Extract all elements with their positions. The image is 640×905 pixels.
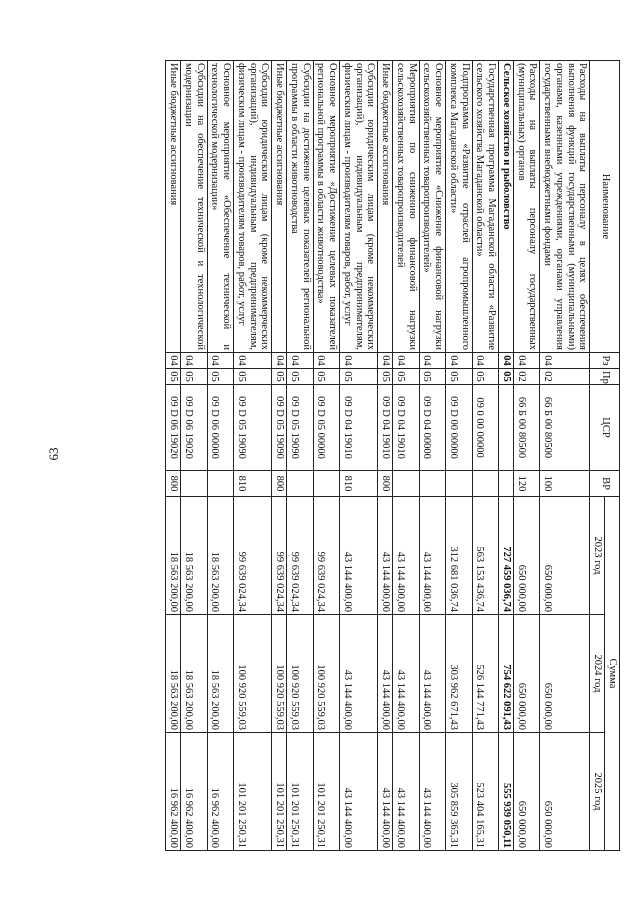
cell-vr: 120: [514, 471, 541, 497]
cell-csr: 09 D 06 19020: [181, 385, 208, 471]
cell-pr: 05: [166, 369, 181, 385]
cell-vr: 100: [540, 471, 590, 497]
cell-2024: 18 563 200,00: [181, 615, 208, 733]
cell-rz: 04: [340, 353, 378, 369]
header-rz: Рз: [590, 353, 620, 369]
cell-2023: 312 681 036,74: [446, 497, 473, 615]
cell-rz: 04: [446, 353, 473, 369]
cell-2023: 43 144 400,00: [340, 497, 378, 615]
cell-vr: 800: [166, 471, 181, 497]
table-row: [472, 61, 499, 851]
table-row: [378, 61, 393, 851]
cell-rz: 04: [313, 353, 340, 369]
cell-2025: 43 144 400,00: [378, 733, 393, 851]
cell-2025: 650 000,00: [514, 733, 541, 851]
cell-rz: 04: [166, 353, 181, 369]
cell-rz: 04: [287, 353, 314, 369]
cell-2025: 16 962 400,00: [166, 733, 181, 851]
cell-csr: 66 Б 00 80500: [540, 385, 590, 471]
cell-2023: 43 144 400,00: [393, 497, 420, 615]
table-row: [419, 61, 446, 851]
cell-2025: 101 201 250,31: [313, 733, 340, 851]
table-row: [181, 61, 208, 851]
cell-csr: 09 D 05 19090: [234, 385, 272, 471]
cell-pr: 05: [472, 369, 499, 385]
header-row-1: [605, 61, 620, 851]
cell-rz: 04: [472, 353, 499, 369]
cell-2023: 650 000,00: [540, 497, 590, 615]
cell-pr: 05: [234, 369, 272, 385]
cell-pr: 05: [313, 369, 340, 385]
cell-pr: 02: [540, 369, 590, 385]
cell-name: Субсидии юридическим лицам (кроме некоммерческих организаций), индивидуальным предпринимателям, физическим лицам - производителям товаров, работ, услуг: [340, 61, 378, 353]
cell-rz: 04: [540, 353, 590, 369]
cell-2025: 523 404 165,31: [472, 733, 499, 851]
cell-pr: 05: [340, 369, 378, 385]
cell-vr: [393, 471, 420, 497]
cell-name: Основное мероприятие «Снижение финансовой нагрузки сельскохозяйственных товаропроизводителей»: [419, 61, 446, 353]
cell-pr: 05: [499, 369, 514, 385]
cell-rz: 04: [207, 353, 234, 369]
cell-2023: 727 459 036,74: [499, 497, 514, 615]
cell-2024: 43 144 400,00: [419, 615, 446, 733]
cell-rz: 04: [419, 353, 446, 369]
cell-name: Сельское хозяйство и рыболовство: [499, 61, 514, 353]
cell-2023: 563 153 436,74: [472, 497, 499, 615]
cell-name: Расходы на выплаты персоналу в целях обеспечения выполнения функций государственными (муниципальными) органами, казенными учреждениями, органами управления государственными внебюджетными фондами: [540, 61, 590, 353]
table-row: [272, 61, 287, 851]
cell-name: Расходы на выплаты персоналу государственных (муниципальных) органов: [514, 61, 541, 353]
table-row: [313, 61, 340, 851]
cell-csr: 09 D 04 19010: [378, 385, 393, 471]
header-2024: 2024 год: [590, 615, 605, 733]
cell-2025: 555 939 050,11: [499, 733, 514, 851]
cell-pr: 05: [378, 369, 393, 385]
header-vr: ВР: [590, 471, 620, 497]
cell-name: Иные бюджетные ассигнования: [378, 61, 393, 353]
cell-csr: [499, 385, 514, 471]
cell-2024: 303 962 671,43: [446, 615, 473, 733]
cell-2024: 100 920 559,03: [234, 615, 272, 733]
cell-csr: 09 D 04 19010: [340, 385, 378, 471]
cell-csr: 09 D 06 00000: [207, 385, 234, 471]
cell-rz: 04: [181, 353, 208, 369]
cell-rz: 04: [234, 353, 272, 369]
cell-pr: 05: [207, 369, 234, 385]
cell-name: Основное мероприятие «Достижение целевых показателей региональной программы в области животноводства»: [313, 61, 340, 353]
cell-2024: 100 920 559,03: [313, 615, 340, 733]
table-row: [287, 61, 314, 851]
cell-2025: 43 144 400,00: [340, 733, 378, 851]
cell-name: Субсидии юридическим лицам (кроме некоммерческих организаций), индивидуальным предпринимателям, физическим лицам - производителям товаров, работ, услуг: [234, 61, 272, 353]
cell-2024: 100 920 559,03: [287, 615, 314, 733]
rotated-table-container: [130, 60, 620, 850]
table-row: [340, 61, 378, 851]
cell-2024: 43 144 400,00: [378, 615, 393, 733]
cell-name: Субсидии на достижение целевых показателей региональной программы в области животноводства: [287, 61, 314, 353]
cell-2024: 18 563 200,00: [166, 615, 181, 733]
cell-csr: 09 D 04 00000: [419, 385, 446, 471]
cell-2023: 99 639 024,34: [313, 497, 340, 615]
cell-2023: 18 563 200,00: [166, 497, 181, 615]
cell-rz: 04: [272, 353, 287, 369]
table-row: [207, 61, 234, 851]
cell-rz: 04: [393, 353, 420, 369]
cell-2023: 99 639 024,34: [272, 497, 287, 615]
cell-2024: 650 000,00: [540, 615, 590, 733]
cell-vr: [499, 471, 514, 497]
cell-csr: 09 D 04 19010: [393, 385, 420, 471]
cell-2025: 43 144 400,00: [419, 733, 446, 851]
cell-2023: 18 563 200,00: [181, 497, 208, 615]
header-sum: Сумма: [605, 497, 620, 851]
cell-pr: 05: [181, 369, 208, 385]
cell-vr: [313, 471, 340, 497]
cell-pr: 02: [514, 369, 541, 385]
cell-csr: 09 D 05 19090: [272, 385, 287, 471]
cell-pr: 05: [272, 369, 287, 385]
table-row: [540, 61, 590, 851]
cell-csr: 09 D 05 19090: [287, 385, 314, 471]
cell-name: Государственная программа Магаданской области «Развитие сельского хозяйства Магаданской области»: [472, 61, 499, 353]
budget-table: [166, 60, 621, 851]
cell-2023: 43 144 400,00: [419, 497, 446, 615]
cell-2024: 650 000,00: [514, 615, 541, 733]
cell-vr: 800: [272, 471, 287, 497]
cell-pr: 05: [393, 369, 420, 385]
cell-2023: 18 563 200,00: [207, 497, 234, 615]
cell-vr: [207, 471, 234, 497]
cell-2025: 43 144 400,00: [393, 733, 420, 851]
cell-2023: 99 639 024,34: [234, 497, 272, 615]
cell-vr: 800: [378, 471, 393, 497]
cell-2025: 16 962 400,00: [181, 733, 208, 851]
cell-vr: 810: [234, 471, 272, 497]
header-pr: Пр: [590, 369, 620, 385]
cell-csr: 09 D 05 00000: [313, 385, 340, 471]
table-row: [393, 61, 420, 851]
cell-vr: [181, 471, 208, 497]
cell-vr: [287, 471, 314, 497]
cell-2025: 650 000,00: [540, 733, 590, 851]
table-row: [514, 61, 541, 851]
cell-2024: 526 144 771,43: [472, 615, 499, 733]
cell-2025: 101 201 250,31: [234, 733, 272, 851]
cell-2025: 101 201 250,31: [272, 733, 287, 851]
table-row: [166, 61, 181, 851]
cell-name: Подпрограмма «Развитие отраслей агропромышленного комплекса Магаданской области»: [446, 61, 473, 353]
cell-2024: 754 622 091,43: [499, 615, 514, 733]
cell-2025: 16 962 400,00: [207, 733, 234, 851]
cell-vr: [419, 471, 446, 497]
table-body: [166, 61, 590, 851]
cell-csr: 09 0 00 00000: [472, 385, 499, 471]
cell-2023: 99 639 024,34: [287, 497, 314, 615]
cell-pr: 05: [287, 369, 314, 385]
cell-2023: 650 000,00: [514, 497, 541, 615]
table-row: [446, 61, 473, 851]
cell-name: Иные бюджетные ассигнования: [272, 61, 287, 353]
cell-rz: 04: [514, 353, 541, 369]
cell-2025: 101 201 250,31: [287, 733, 314, 851]
cell-vr: [446, 471, 473, 497]
cell-csr: 09 D 00 00000: [446, 385, 473, 471]
cell-vr: [472, 471, 499, 497]
cell-name: Основное мероприятие «Обеспечение технической и технологической модернизации»: [207, 61, 234, 353]
header-csr: ЦСР: [590, 385, 620, 471]
cell-csr: 66 Б 00 80500: [514, 385, 541, 471]
cell-name: Субсидии на обеспечение технической и технологической модернизации: [181, 61, 208, 353]
cell-pr: 05: [419, 369, 446, 385]
cell-rz: 04: [499, 353, 514, 369]
cell-name: Иные бюджетные ассигнования: [166, 61, 181, 353]
header-2025: 2025 год: [590, 733, 605, 851]
header-2023: 2023 год: [590, 497, 605, 615]
cell-2025: 305 859 365,31: [446, 733, 473, 851]
cell-2024: 18 563 200,00: [207, 615, 234, 733]
cell-2024: 43 144 400,00: [340, 615, 378, 733]
table-row: [499, 61, 514, 851]
cell-name: Мероприятия по снижению финансовой нагрузки сельскохозяйственных товаропроизводителей: [393, 61, 420, 353]
page-number: 63: [46, 447, 61, 461]
cell-2023: 43 144 400,00: [378, 497, 393, 615]
cell-2024: 100 920 559,03: [272, 615, 287, 733]
cell-rz: 04: [378, 353, 393, 369]
cell-csr: 09 D 06 19020: [166, 385, 181, 471]
table-row: [234, 61, 272, 851]
cell-pr: 05: [446, 369, 473, 385]
cell-vr: 810: [340, 471, 378, 497]
cell-2024: 43 144 400,00: [393, 615, 420, 733]
header-name: Наименование: [590, 61, 620, 353]
